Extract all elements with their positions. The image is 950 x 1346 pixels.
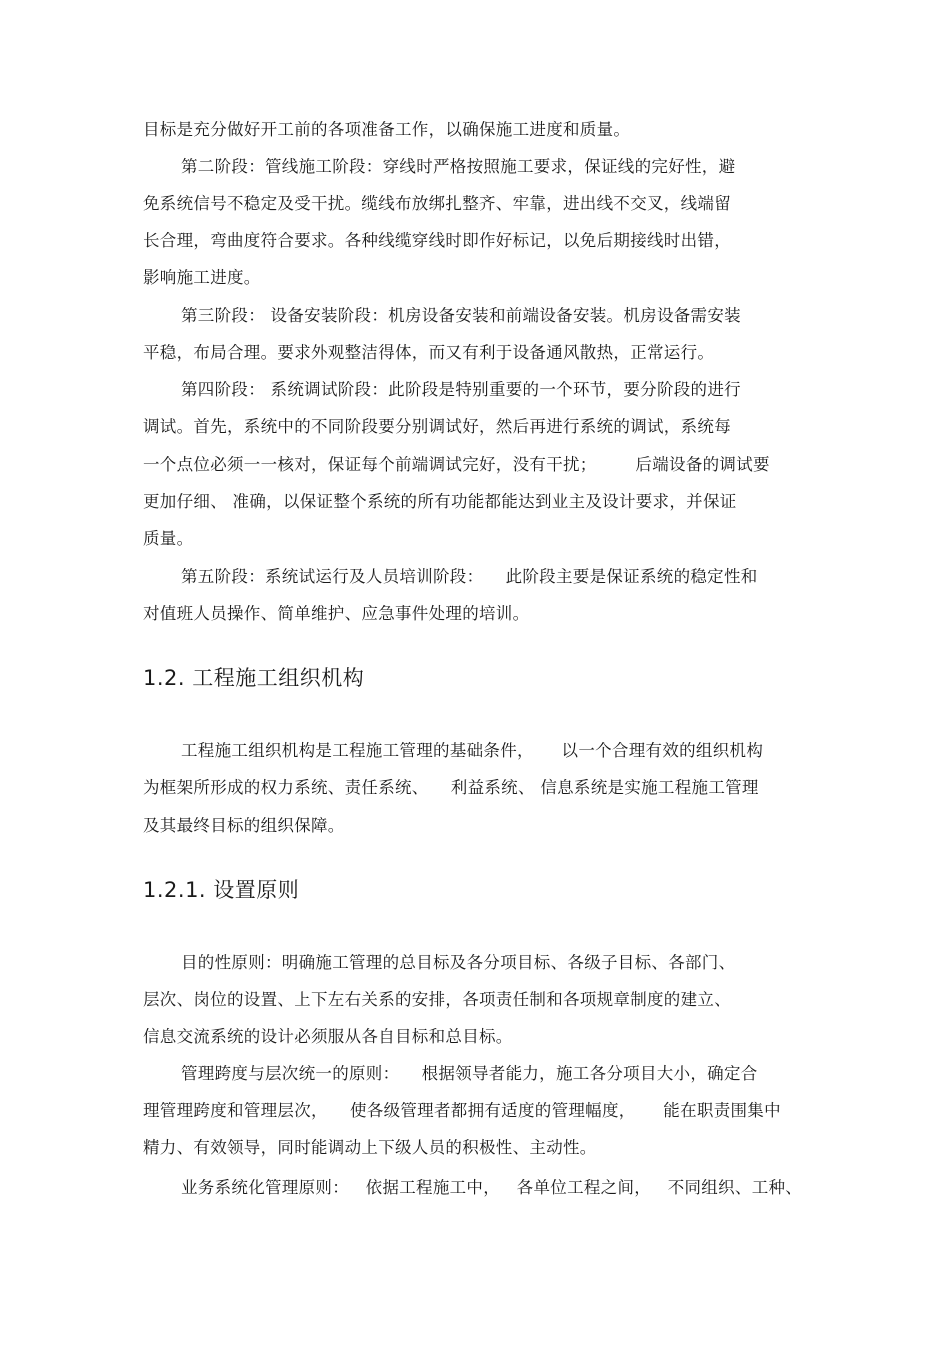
para-7-line-2: 层次、岗位的设置、上下左右关系的安排，各项责任制和各项规章制度的建立、 — [143, 990, 731, 1009]
para-5-line-1: 第五阶段：系统试运行及人员培训阶段： 此阶段主要是保证系统的稳定性和 — [181, 567, 758, 586]
para-4-line-3: 一个点位必须一一核对，保证每个前端调试完好，没有干扰； 后端设备的调试要 — [143, 455, 770, 474]
para-8-line-1: 管理跨度与层次统一的原则： 根据领导者能力，施工各分项目大小，确定合 — [181, 1064, 758, 1083]
para-3-line-2: 平稳，布局合理。要求外观整洁得体，而又有利于设备通风散热，正常运行。 — [143, 343, 715, 362]
section-heading-1-2-1: 1.2.1. 设置原则 — [143, 878, 300, 902]
para-4-line-5: 质量。 — [143, 529, 194, 548]
para-6-line-2: 为框架所形成的权力系统、责任系统、 利益系统、 信息系统是实施工程施工管理 — [143, 778, 759, 797]
para-4-line-4: 更加仔细、 准确，以保证整个系统的所有功能都能达到业主及设计要求，并保证 — [143, 492, 737, 511]
para-1-line-1: 目标是充分做好开工前的各项准备工作，以确保施工进度和质量。 — [143, 120, 631, 139]
para-6-line-3: 及其最终目标的组织保障。 — [143, 816, 345, 835]
para-9-line-1: 业务系统化管理原则： 依据工程施工中， 各单位工程之间， 不同组织、工种、 — [181, 1178, 803, 1197]
para-2-line-3: 长合理，弯曲度符合要求。各种线缆穿线时即作好标记，以免后期接线时出错， — [143, 231, 731, 250]
para-8-line-3: 精力、有效领导，同时能调动上下级人员的积极性、主动性。 — [143, 1138, 597, 1157]
para-7-line-3: 信息交流系统的设计必须服从各自目标和总目标。 — [143, 1027, 513, 1046]
para-4-line-1: 第四阶段： 系统调试阶段：此阶段是特别重要的一个环节，要分阶段的进行 — [181, 380, 741, 399]
para-7-line-1: 目的性原则：明确施工管理的总目标及各分项目标、各级子目标、各部门、 — [181, 953, 736, 972]
para-8-line-2: 理管理跨度和管理层次， 使各级管理者都拥有适度的管理幅度， 能在职责围集中 — [143, 1101, 781, 1120]
para-4-line-2: 调试。首先，系统中的不同阶段要分别调试好，然后再进行系统的调试，系统每 — [143, 417, 731, 436]
para-6-line-1: 工程施工组织机构是工程施工管理的基础条件， 以一个合理有效的组织机构 — [181, 741, 764, 760]
para-5-line-2: 对值班人员操作、简单维护、应急事件处理的培训。 — [143, 604, 530, 623]
para-2-line-2: 免系统信号不稳定及受干扰。缆线布放绑扎整齐、牢靠，进出线不交叉，线端留 — [143, 194, 731, 213]
para-3-line-1: 第三阶段： 设备安装阶段：机房设备安装和前端设备安装。机房设备需安装 — [181, 306, 741, 325]
section-heading-1-2: 1.2. 工程施工组织机构 — [143, 666, 365, 690]
para-2-line-1: 第二阶段：管线施工阶段：穿线时严格按照施工要求，保证线的完好性，避 — [181, 157, 736, 176]
para-2-line-4: 影响施工进度。 — [143, 268, 261, 287]
